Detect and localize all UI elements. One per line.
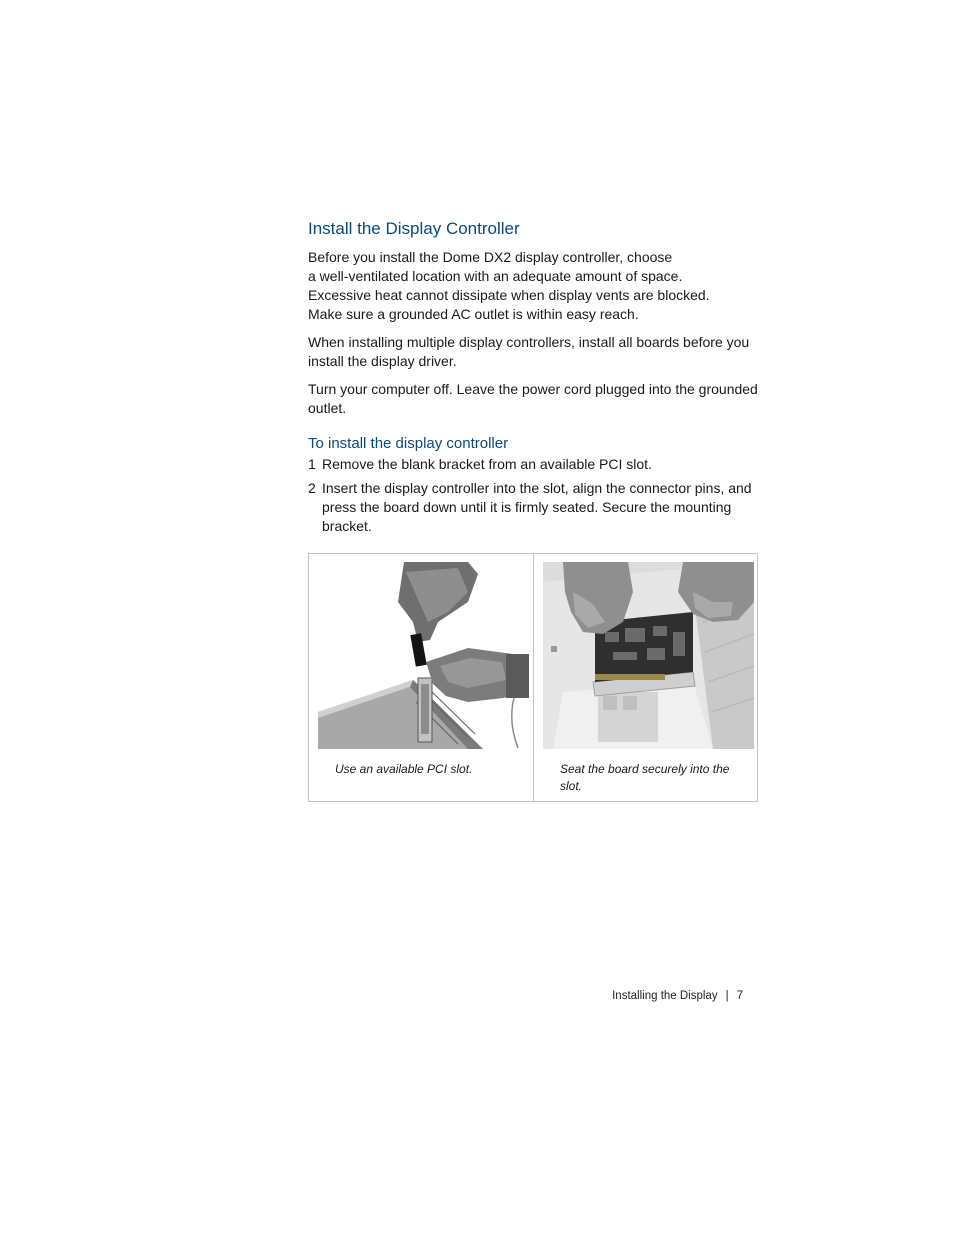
figure-table — [308, 553, 758, 802]
section-heading: Install the Display Controller — [308, 219, 520, 238]
figure-cell-1 — [309, 554, 533, 801]
intro-line-1: Before you install the Dome DX2 display controller, choose — [308, 249, 673, 265]
multiple-boards-paragraph: When installing multiple display controllers, install all boards before you install the display driver. — [308, 334, 750, 369]
intro-line-2: a well-ventilated location with an adequate amount of space. — [308, 268, 683, 284]
intro-paragraph — [308, 248, 758, 324]
photo-seat-board — [543, 562, 754, 749]
procedure-steps — [308, 455, 758, 536]
intro-line-4: Make sure a grounded AC outlet is within easy reach. — [308, 306, 639, 322]
figure-caption: Use an available PCI slot. — [335, 762, 473, 776]
page-number: 7 — [736, 990, 743, 1002]
intro-line-3: Excessive heat cannot dissipate when display vents are blocked. — [308, 287, 710, 303]
step-text: Insert the display controller into the slot, align the connector pins, and press the board down until it is firmly seated. Secure the mounting bracket. — [322, 480, 752, 534]
figure-cell-2 — [533, 554, 757, 801]
step-number: 1 — [308, 456, 316, 472]
page-footer — [612, 990, 743, 1002]
step-item — [308, 455, 758, 474]
main-content — [308, 218, 758, 541]
step-item — [308, 479, 758, 536]
step-number: 2 — [308, 480, 316, 496]
figure-caption: Seat the board securely into the slot. — [560, 762, 730, 793]
procedure-heading: To install the display controller — [308, 435, 509, 452]
photo-remove-bracket — [318, 562, 529, 749]
power-paragraph: Turn your computer off. Leave the power cord plugged into the grounded outlet. — [308, 381, 758, 416]
footer-section-title: Installing the Display — [612, 990, 718, 1002]
footer-separator: | — [725, 990, 729, 1002]
step-text: Remove the blank bracket from an available PCI slot. — [322, 456, 652, 472]
